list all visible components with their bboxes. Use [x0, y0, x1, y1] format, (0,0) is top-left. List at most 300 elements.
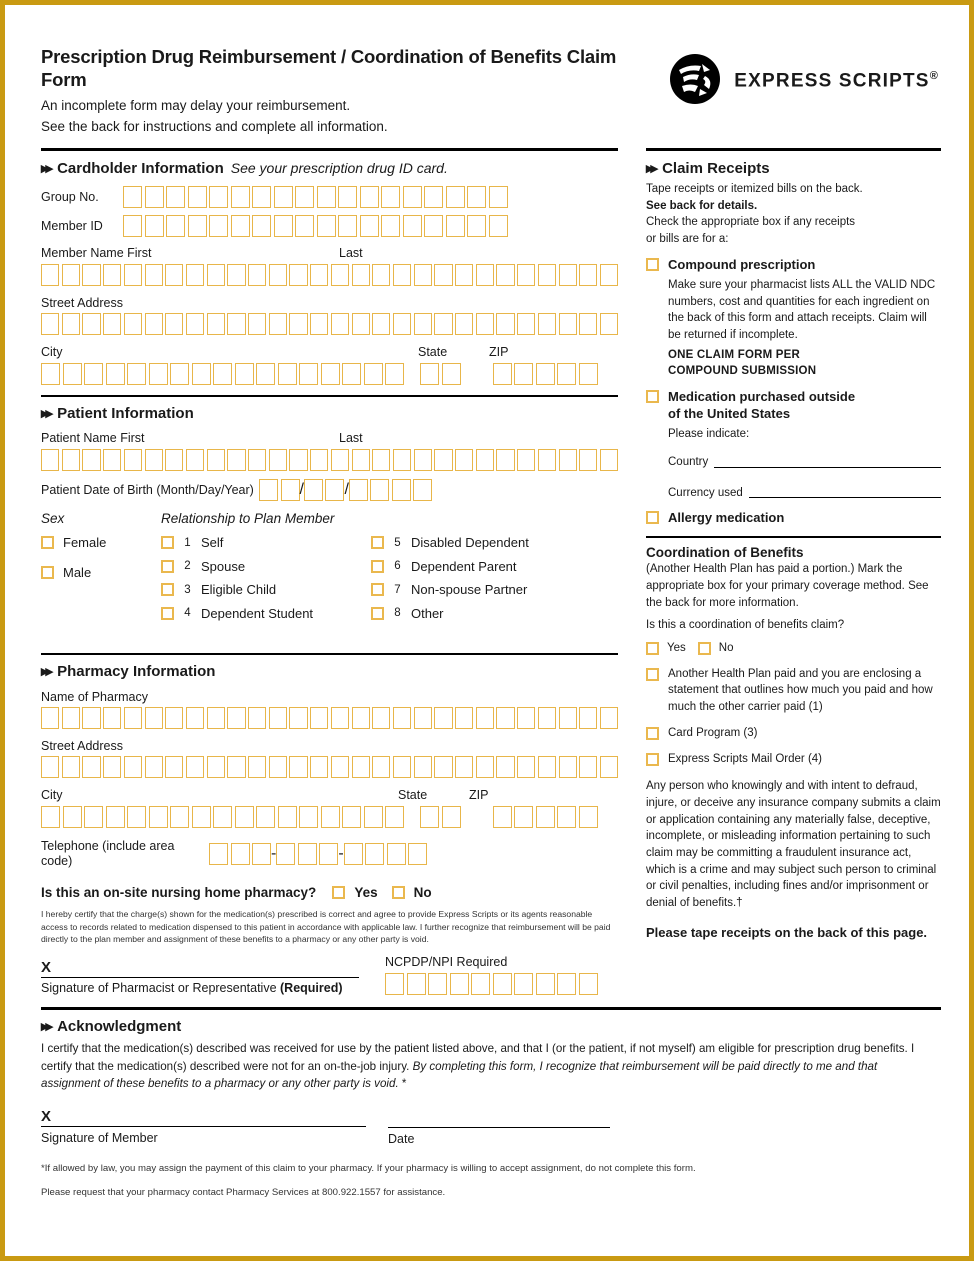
- comb-cell[interactable]: [393, 449, 411, 471]
- comb-cell[interactable]: [62, 264, 80, 286]
- option-allergy-medication[interactable]: [646, 509, 941, 526]
- comb-cell[interactable]: [259, 479, 278, 501]
- comb-cell[interactable]: [364, 363, 383, 385]
- comb-cell[interactable]: [331, 264, 349, 286]
- comb-cell[interactable]: [385, 973, 404, 995]
- comb-cell[interactable]: [414, 707, 432, 729]
- checkbox-nursing-yes[interactable]: [332, 886, 345, 899]
- comb-cell[interactable]: [559, 707, 577, 729]
- comb-cell[interactable]: [289, 264, 307, 286]
- comb-cell[interactable]: [370, 479, 389, 501]
- comb-cell[interactable]: [227, 264, 245, 286]
- comb-cell[interactable]: [170, 806, 189, 828]
- checkbox-female[interactable]: [41, 536, 54, 549]
- comb-cell[interactable]: [467, 186, 486, 208]
- comb-cell[interactable]: [331, 449, 349, 471]
- comb-cell[interactable]: [476, 313, 494, 335]
- comb-cell[interactable]: [84, 363, 103, 385]
- comb-cell[interactable]: [149, 806, 168, 828]
- comb-cell[interactable]: [424, 186, 443, 208]
- comb-cell[interactable]: [41, 313, 59, 335]
- relationship-option[interactable]: [371, 535, 529, 550]
- comb-cell[interactable]: [517, 756, 535, 778]
- comb-cell[interactable]: [207, 449, 225, 471]
- comb-cell[interactable]: [392, 479, 411, 501]
- comb-cell[interactable]: [207, 313, 225, 335]
- comb-cell[interactable]: [310, 707, 328, 729]
- comb-cell[interactable]: [325, 479, 344, 501]
- checkbox-relationship-3[interactable]: [161, 583, 174, 596]
- comb-cell[interactable]: [62, 313, 80, 335]
- comb-cell[interactable]: [331, 707, 349, 729]
- comb-cell[interactable]: [252, 843, 271, 865]
- member-name-input[interactable]: [41, 264, 618, 286]
- comb-cell[interactable]: [496, 756, 514, 778]
- comb-cell[interactable]: [428, 973, 447, 995]
- comb-cell[interactable]: [407, 973, 426, 995]
- comb-cell[interactable]: [278, 806, 297, 828]
- comb-cell[interactable]: [186, 756, 204, 778]
- country-input-line[interactable]: [714, 466, 941, 468]
- comb-cell[interactable]: [514, 806, 533, 828]
- comb-cell[interactable]: [165, 756, 183, 778]
- comb-cell[interactable]: [493, 973, 512, 995]
- comb-cell[interactable]: [496, 264, 514, 286]
- comb-cell[interactable]: [63, 363, 82, 385]
- member-signature-line[interactable]: [41, 1125, 366, 1127]
- comb-cell[interactable]: [514, 363, 533, 385]
- comb-cell[interactable]: [188, 215, 207, 237]
- comb-cell[interactable]: [170, 363, 189, 385]
- comb-cell[interactable]: [352, 707, 370, 729]
- comb-cell[interactable]: [342, 363, 361, 385]
- comb-cell[interactable]: [207, 264, 225, 286]
- comb-cell[interactable]: [41, 707, 59, 729]
- checkbox-relationship-2[interactable]: [161, 560, 174, 573]
- comb-cell[interactable]: [227, 449, 245, 471]
- comb-cell[interactable]: [289, 756, 307, 778]
- comb-cell[interactable]: [227, 756, 245, 778]
- comb-cell[interactable]: [231, 215, 250, 237]
- group-no-input[interactable]: [123, 186, 508, 208]
- comb-cell[interactable]: [600, 756, 618, 778]
- comb-cell[interactable]: [310, 264, 328, 286]
- comb-cell[interactable]: [393, 313, 411, 335]
- sex-option-female[interactable]: [41, 535, 106, 550]
- comb-cell[interactable]: [213, 806, 232, 828]
- relationship-option[interactable]: [161, 559, 313, 574]
- pharmacy-phone-area-input[interactable]: [209, 843, 271, 865]
- comb-cell[interactable]: [62, 756, 80, 778]
- comb-cell[interactable]: [331, 313, 349, 335]
- comb-cell[interactable]: [393, 264, 411, 286]
- comb-cell[interactable]: [476, 264, 494, 286]
- comb-cell[interactable]: [213, 363, 232, 385]
- comb-cell[interactable]: [372, 756, 390, 778]
- comb-cell[interactable]: [127, 806, 146, 828]
- comb-cell[interactable]: [299, 363, 318, 385]
- comb-cell[interactable]: [517, 707, 535, 729]
- comb-cell[interactable]: [106, 363, 125, 385]
- comb-cell[interactable]: [414, 264, 432, 286]
- comb-cell[interactable]: [188, 186, 207, 208]
- comb-cell[interactable]: [269, 313, 287, 335]
- comb-cell[interactable]: [496, 313, 514, 335]
- checkbox-relationship-1[interactable]: [161, 536, 174, 549]
- pharmacy-street-input[interactable]: [41, 756, 618, 778]
- ncpdp-input[interactable]: [385, 973, 598, 995]
- comb-cell[interactable]: [446, 186, 465, 208]
- comb-cell[interactable]: [579, 756, 597, 778]
- comb-cell[interactable]: [207, 707, 225, 729]
- comb-cell[interactable]: [123, 215, 142, 237]
- comb-cell[interactable]: [41, 264, 59, 286]
- comb-cell[interactable]: [538, 264, 556, 286]
- comb-cell[interactable]: [414, 756, 432, 778]
- checkbox-cob-no[interactable]: [698, 642, 711, 655]
- checkbox-male[interactable]: [41, 566, 54, 579]
- comb-cell[interactable]: [536, 973, 555, 995]
- pharmacy-phone-line-input[interactable]: [344, 843, 428, 865]
- comb-cell[interactable]: [408, 843, 427, 865]
- comb-cell[interactable]: [124, 264, 142, 286]
- checkbox-relationship-6[interactable]: [371, 560, 384, 573]
- comb-cell[interactable]: [82, 707, 100, 729]
- comb-cell[interactable]: [321, 806, 340, 828]
- comb-cell[interactable]: [434, 264, 452, 286]
- comb-cell[interactable]: [41, 363, 60, 385]
- comb-cell[interactable]: [192, 363, 211, 385]
- comb-cell[interactable]: [476, 449, 494, 471]
- comb-cell[interactable]: [514, 973, 533, 995]
- comb-cell[interactable]: [424, 215, 443, 237]
- checkbox-nursing-no[interactable]: [392, 886, 405, 899]
- patient-name-input[interactable]: [41, 449, 618, 471]
- comb-cell[interactable]: [559, 756, 577, 778]
- comb-cell[interactable]: [62, 449, 80, 471]
- comb-cell[interactable]: [360, 186, 379, 208]
- comb-cell[interactable]: [517, 313, 535, 335]
- comb-cell[interactable]: [579, 449, 597, 471]
- comb-cell[interactable]: [166, 186, 185, 208]
- comb-cell[interactable]: [165, 707, 183, 729]
- currency-input-line[interactable]: [749, 496, 941, 498]
- comb-cell[interactable]: [493, 806, 512, 828]
- checkbox-relationship-7[interactable]: [371, 583, 384, 596]
- comb-cell[interactable]: [289, 449, 307, 471]
- comb-cell[interactable]: [536, 806, 555, 828]
- relationship-option[interactable]: [161, 606, 313, 621]
- option-mail-order[interactable]: [646, 751, 941, 768]
- comb-cell[interactable]: [252, 186, 271, 208]
- comb-cell[interactable]: [414, 449, 432, 471]
- comb-cell[interactable]: [310, 756, 328, 778]
- comb-cell[interactable]: [299, 806, 318, 828]
- comb-cell[interactable]: [455, 313, 473, 335]
- comb-cell[interactable]: [600, 313, 618, 335]
- comb-cell[interactable]: [403, 186, 422, 208]
- comb-cell[interactable]: [103, 313, 121, 335]
- comb-cell[interactable]: [517, 449, 535, 471]
- comb-cell[interactable]: [420, 363, 439, 385]
- comb-cell[interactable]: [209, 843, 228, 865]
- comb-cell[interactable]: [455, 756, 473, 778]
- comb-cell[interactable]: [165, 313, 183, 335]
- comb-cell[interactable]: [295, 186, 314, 208]
- comb-cell[interactable]: [186, 449, 204, 471]
- comb-cell[interactable]: [298, 843, 317, 865]
- relationship-option[interactable]: [161, 582, 313, 597]
- comb-cell[interactable]: [385, 363, 404, 385]
- comb-cell[interactable]: [360, 215, 379, 237]
- checkbox-relationship-8[interactable]: [371, 607, 384, 620]
- comb-cell[interactable]: [381, 186, 400, 208]
- comb-cell[interactable]: [338, 186, 357, 208]
- comb-cell[interactable]: [489, 215, 508, 237]
- comb-cell[interactable]: [145, 707, 163, 729]
- comb-cell[interactable]: [145, 215, 164, 237]
- cardholder-city-input[interactable]: [41, 363, 404, 385]
- comb-cell[interactable]: [227, 313, 245, 335]
- relationship-option[interactable]: [371, 559, 529, 574]
- comb-cell[interactable]: [559, 264, 577, 286]
- relationship-option[interactable]: [371, 606, 529, 621]
- comb-cell[interactable]: [124, 707, 142, 729]
- comb-cell[interactable]: [149, 363, 168, 385]
- pharmacy-zip-input[interactable]: [493, 806, 598, 828]
- comb-cell[interactable]: [186, 264, 204, 286]
- patient-dob-year-input[interactable]: [349, 479, 433, 501]
- comb-cell[interactable]: [63, 806, 82, 828]
- comb-cell[interactable]: [331, 756, 349, 778]
- comb-cell[interactable]: [276, 843, 295, 865]
- pharmacy-state-input[interactable]: [420, 806, 461, 828]
- comb-cell[interactable]: [496, 449, 514, 471]
- pharmacy-city-input[interactable]: [41, 806, 404, 828]
- comb-cell[interactable]: [455, 707, 473, 729]
- comb-cell[interactable]: [252, 215, 271, 237]
- comb-cell[interactable]: [248, 707, 266, 729]
- comb-cell[interactable]: [231, 186, 250, 208]
- comb-cell[interactable]: [579, 264, 597, 286]
- comb-cell[interactable]: [295, 215, 314, 237]
- cardholder-state-input[interactable]: [420, 363, 461, 385]
- comb-cell[interactable]: [455, 449, 473, 471]
- comb-cell[interactable]: [559, 449, 577, 471]
- comb-cell[interactable]: [414, 313, 432, 335]
- patient-dob-day-input[interactable]: [304, 479, 345, 501]
- pharmacy-name-input[interactable]: [41, 707, 618, 729]
- comb-cell[interactable]: [274, 186, 293, 208]
- comb-cell[interactable]: [365, 843, 384, 865]
- comb-cell[interactable]: [342, 806, 361, 828]
- comb-cell[interactable]: [209, 186, 228, 208]
- comb-cell[interactable]: [467, 215, 486, 237]
- comb-cell[interactable]: [538, 449, 556, 471]
- comb-cell[interactable]: [372, 264, 390, 286]
- member-id-input[interactable]: [123, 215, 508, 237]
- comb-cell[interactable]: [352, 313, 370, 335]
- comb-cell[interactable]: [372, 313, 390, 335]
- checkbox-mail-order[interactable]: [646, 753, 659, 766]
- comb-cell[interactable]: [517, 264, 535, 286]
- comb-cell[interactable]: [557, 973, 576, 995]
- comb-cell[interactable]: [235, 363, 254, 385]
- comb-cell[interactable]: [413, 479, 432, 501]
- comb-cell[interactable]: [269, 756, 287, 778]
- checkbox-relationship-4[interactable]: [161, 607, 174, 620]
- comb-cell[interactable]: [372, 707, 390, 729]
- comb-cell[interactable]: [145, 264, 163, 286]
- comb-cell[interactable]: [186, 707, 204, 729]
- comb-cell[interactable]: [476, 756, 494, 778]
- comb-cell[interactable]: [256, 363, 275, 385]
- cardholder-street-input[interactable]: [41, 313, 618, 335]
- comb-cell[interactable]: [310, 313, 328, 335]
- comb-cell[interactable]: [289, 707, 307, 729]
- comb-cell[interactable]: [310, 449, 328, 471]
- comb-cell[interactable]: [209, 215, 228, 237]
- comb-cell[interactable]: [600, 264, 618, 286]
- comb-cell[interactable]: [145, 756, 163, 778]
- comb-cell[interactable]: [227, 707, 245, 729]
- option-compound-prescription[interactable]: [646, 256, 941, 273]
- option-another-health-plan[interactable]: [646, 666, 941, 716]
- comb-cell[interactable]: [557, 363, 576, 385]
- comb-cell[interactable]: [393, 707, 411, 729]
- comb-cell[interactable]: [387, 843, 406, 865]
- comb-cell[interactable]: [248, 264, 266, 286]
- comb-cell[interactable]: [364, 806, 383, 828]
- checkbox-relationship-5[interactable]: [371, 536, 384, 549]
- checkbox-purchased-outside-us[interactable]: [646, 390, 659, 403]
- comb-cell[interactable]: [317, 215, 336, 237]
- comb-cell[interactable]: [538, 707, 556, 729]
- comb-cell[interactable]: [476, 707, 494, 729]
- checkbox-card-program[interactable]: [646, 727, 659, 740]
- comb-cell[interactable]: [256, 806, 275, 828]
- comb-cell[interactable]: [349, 479, 368, 501]
- option-purchased-outside-us[interactable]: [646, 388, 941, 422]
- comb-cell[interactable]: [579, 973, 598, 995]
- comb-cell[interactable]: [489, 186, 508, 208]
- comb-cell[interactable]: [559, 313, 577, 335]
- comb-cell[interactable]: [103, 707, 121, 729]
- comb-cell[interactable]: [103, 449, 121, 471]
- comb-cell[interactable]: [248, 756, 266, 778]
- pharmacist-signature-line[interactable]: [41, 976, 359, 978]
- comb-cell[interactable]: [381, 215, 400, 237]
- comb-cell[interactable]: [538, 756, 556, 778]
- comb-cell[interactable]: [231, 843, 250, 865]
- comb-cell[interactable]: [82, 313, 100, 335]
- comb-cell[interactable]: [82, 264, 100, 286]
- comb-cell[interactable]: [186, 313, 204, 335]
- comb-cell[interactable]: [269, 707, 287, 729]
- comb-cell[interactable]: [557, 806, 576, 828]
- comb-cell[interactable]: [385, 806, 404, 828]
- comb-cell[interactable]: [321, 363, 340, 385]
- cardholder-zip-input[interactable]: [493, 363, 598, 385]
- comb-cell[interactable]: [403, 215, 422, 237]
- relationship-option[interactable]: [371, 582, 529, 597]
- sex-option-male[interactable]: [41, 565, 106, 580]
- comb-cell[interactable]: [124, 756, 142, 778]
- comb-cell[interactable]: [600, 707, 618, 729]
- comb-cell[interactable]: [269, 449, 287, 471]
- comb-cell[interactable]: [41, 449, 59, 471]
- comb-cell[interactable]: [82, 449, 100, 471]
- comb-cell[interactable]: [106, 806, 125, 828]
- comb-cell[interactable]: [235, 806, 254, 828]
- comb-cell[interactable]: [248, 449, 266, 471]
- comb-cell[interactable]: [536, 363, 555, 385]
- comb-cell[interactable]: [420, 806, 439, 828]
- comb-cell[interactable]: [393, 756, 411, 778]
- comb-cell[interactable]: [41, 806, 60, 828]
- comb-cell[interactable]: [304, 479, 323, 501]
- patient-dob-month-input[interactable]: [259, 479, 300, 501]
- comb-cell[interactable]: [62, 707, 80, 729]
- comb-cell[interactable]: [434, 313, 452, 335]
- checkbox-another-health-plan[interactable]: [646, 668, 659, 681]
- comb-cell[interactable]: [145, 186, 164, 208]
- checkbox-allergy-medication[interactable]: [646, 511, 659, 524]
- option-card-program[interactable]: [646, 725, 941, 742]
- comb-cell[interactable]: [82, 756, 100, 778]
- comb-cell[interactable]: [496, 707, 514, 729]
- checkbox-compound-prescription[interactable]: [646, 258, 659, 271]
- comb-cell[interactable]: [493, 363, 512, 385]
- comb-cell[interactable]: [103, 264, 121, 286]
- comb-cell[interactable]: [434, 756, 452, 778]
- comb-cell[interactable]: [281, 479, 300, 501]
- comb-cell[interactable]: [442, 363, 461, 385]
- comb-cell[interactable]: [166, 215, 185, 237]
- comb-cell[interactable]: [192, 806, 211, 828]
- comb-cell[interactable]: [165, 449, 183, 471]
- comb-cell[interactable]: [124, 313, 142, 335]
- date-input-line[interactable]: [388, 1126, 610, 1128]
- comb-cell[interactable]: [579, 806, 598, 828]
- comb-cell[interactable]: [434, 449, 452, 471]
- comb-cell[interactable]: [446, 215, 465, 237]
- comb-cell[interactable]: [123, 186, 142, 208]
- comb-cell[interactable]: [579, 363, 598, 385]
- comb-cell[interactable]: [352, 449, 370, 471]
- comb-cell[interactable]: [103, 756, 121, 778]
- comb-cell[interactable]: [442, 806, 461, 828]
- comb-cell[interactable]: [455, 264, 473, 286]
- comb-cell[interactable]: [434, 707, 452, 729]
- comb-cell[interactable]: [338, 215, 357, 237]
- checkbox-cob-yes[interactable]: [646, 642, 659, 655]
- comb-cell[interactable]: [450, 973, 469, 995]
- comb-cell[interactable]: [274, 215, 293, 237]
- relationship-option[interactable]: [161, 535, 313, 550]
- comb-cell[interactable]: [124, 449, 142, 471]
- pharmacy-phone-prefix-input[interactable]: [276, 843, 338, 865]
- comb-cell[interactable]: [352, 264, 370, 286]
- comb-cell[interactable]: [344, 843, 363, 865]
- comb-cell[interactable]: [352, 756, 370, 778]
- comb-cell[interactable]: [319, 843, 338, 865]
- comb-cell[interactable]: [289, 313, 307, 335]
- comb-cell[interactable]: [84, 806, 103, 828]
- comb-cell[interactable]: [579, 313, 597, 335]
- comb-cell[interactable]: [471, 973, 490, 995]
- comb-cell[interactable]: [207, 756, 225, 778]
